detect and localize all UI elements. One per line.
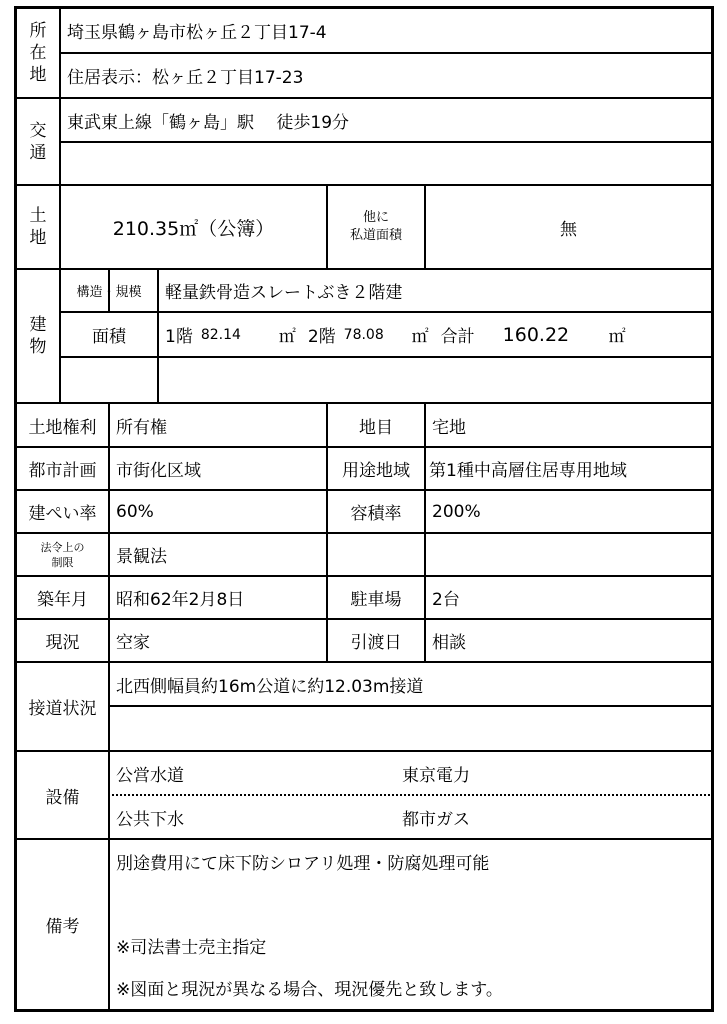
far-label: 容積率: [350, 504, 402, 524]
road-access-line2: [110, 707, 711, 750]
far-value: 200%: [432, 501, 481, 522]
floor2-unit: ㎡: [411, 327, 429, 347]
structure-value: 軽量鉄骨造スレートぶき２階建: [165, 283, 403, 303]
power-value: 東京電力: [402, 765, 470, 786]
remarks-label: 備考: [45, 917, 80, 937]
built-date-label: 築年月: [37, 590, 88, 610]
remarks-line3: ※図面と現況が異なる場合、現況優先と致します。: [116, 979, 503, 1000]
structure-label: 構造・規模: [76, 285, 142, 300]
land-label: 土 地: [29, 206, 47, 248]
total-label: 合計: [440, 327, 475, 347]
land-area-value: 210.35㎡（公簿）: [112, 217, 275, 240]
floor1-value: 82.14: [200, 326, 241, 343]
parking-value: 2台: [432, 590, 460, 610]
coverage-label: 建ぺい率: [28, 504, 97, 524]
private-road-label: 他に 私道面積: [349, 210, 402, 243]
coverage-value: 60%: [116, 501, 154, 522]
total-unit: ㎡: [608, 327, 626, 347]
legal-restriction-label: 法令上の 制限: [40, 540, 85, 569]
zoning-label: 用途地域: [342, 461, 410, 481]
legal-restriction-value: 景観法: [116, 547, 167, 567]
residence-display-value: 住居表示：松ヶ丘２丁目17-23: [67, 68, 304, 88]
land-category-value: 宅地: [432, 417, 466, 438]
city-plan-label: 都市計画: [28, 461, 97, 481]
status-label: 現況: [45, 633, 80, 653]
remarks-line1: 別途費用にて床下防シロアリ処理・防腐処理可能: [116, 853, 490, 874]
location-label: 所 在 地: [29, 21, 47, 85]
handover-label: 引渡日: [350, 633, 402, 653]
city-plan-value: 市街化区域: [116, 461, 201, 481]
water-value: 公営水道: [116, 765, 184, 786]
floor2-label: 2階: [307, 327, 336, 347]
floor2-value: 78.08: [343, 326, 384, 343]
sewer-value: 公共下水: [116, 809, 184, 830]
remarks-line2: ※司法書士売主指定: [116, 937, 267, 958]
gas-value: 都市ガス: [402, 809, 470, 830]
land-right-value: 所有権: [116, 417, 167, 438]
zoning-value: 第1種中高層住居専用地域: [429, 461, 627, 481]
handover-value: 相談: [432, 633, 466, 653]
built-date-value: 昭和62年2月8日: [116, 590, 245, 610]
address-value: 埼玉県鶴ヶ島市松ヶ丘２丁目17-4: [67, 23, 327, 43]
land-right-label: 土地権利: [28, 417, 97, 438]
private-road-value: 無: [560, 219, 577, 240]
total-value: 160.22: [502, 323, 570, 346]
transport-label: 交 通: [29, 120, 47, 163]
building-area-row: [159, 313, 711, 356]
transport-line2: [61, 143, 711, 184]
parking-label: 駐車場: [350, 590, 402, 610]
floor1-unit: ㎡: [278, 327, 296, 347]
road-access-label: 接道状況: [28, 699, 97, 719]
transport-line1: 東武東上線「鶴ヶ島」駅 徒歩19分: [67, 112, 350, 133]
status-value: 空家: [116, 633, 150, 653]
land-category-label: 地目: [359, 417, 393, 438]
building-label: 建 物: [29, 315, 47, 357]
facilities-label: 設備: [45, 787, 80, 808]
floor1-label: 1階: [165, 327, 193, 347]
road-access-line1: 北西側幅員約16m公道に約12.03m接道: [116, 676, 424, 697]
building-area-label: 面積: [92, 327, 126, 347]
